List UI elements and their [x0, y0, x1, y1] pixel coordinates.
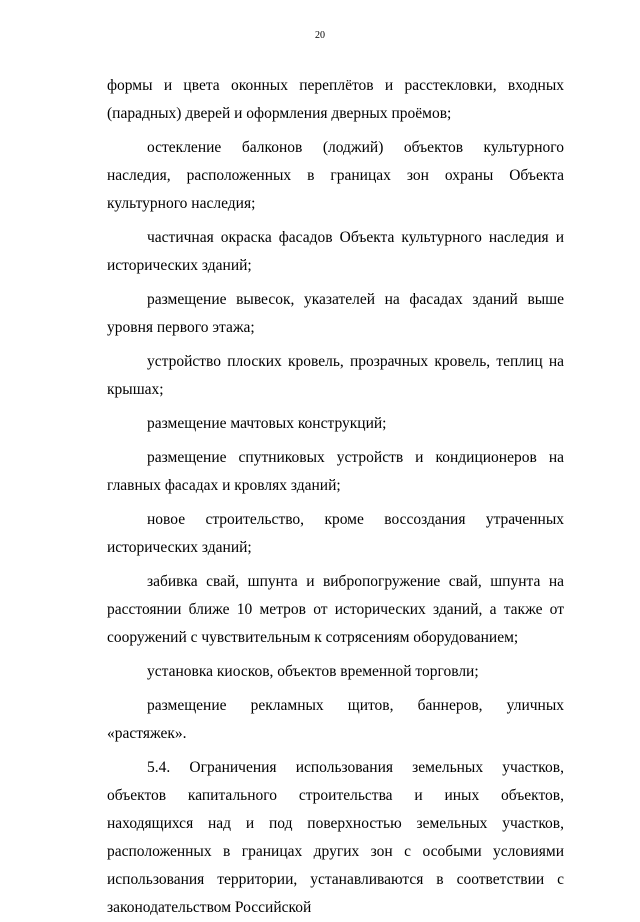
paragraph-advertising: размещение рекламных щитов, баннеров, уличных «растяжек».: [107, 697, 564, 742]
paragraph-kiosks: установка киосков, объектов временной торговли;: [147, 663, 479, 680]
page-number: 20: [315, 30, 325, 41]
paragraph-facade-painting: частичная окраска фасадов Объекта культурного наследия и исторических зданий;: [107, 229, 564, 274]
paragraph-balcony-glazing: остекление балконов (лоджий) объектов культурного наследия, расположенных в границах зон охраны Объекта культурного наследия;: [107, 139, 564, 212]
paragraph-window-frames: формы и цвета оконных переплётов и расстекловки, входных (парадных) дверей и оформления дверных проёмов;: [107, 77, 564, 122]
paragraph-mast-structures: размещение мачтовых конструкций;: [147, 415, 387, 432]
paragraph-signage: размещение вывесок, указателей на фасадах зданий выше уровня первого этажа;: [107, 291, 564, 336]
paragraph-section-5-4: 5.4. Ограничения использования земельных участков, объектов капитального строительства и иных объектов, находящихся над и под поверхностью земельных участков, расположенных в границах других зон с особыми условиями использования территории, устанавливаются в соответствии с законодательством Российской: [107, 759, 564, 916]
paragraph-roofing: устройство плоских кровель, прозрачных кровель, теплиц на крышах;: [107, 353, 564, 398]
paragraph-pile-driving: забивка свай, шпунта и вибропогружение свай, шпунта на расстоянии ближе 10 метров от исторических зданий, а также от сооружений с чувствительным к сотрясениям оборудованием;: [107, 573, 564, 646]
paragraph-satellite-devices: размещение спутниковых устройств и кондиционеров на главных фасадах и кровлях зданий;: [107, 449, 564, 494]
document-body: [107, 72, 564, 922]
paragraph-new-construction: новое строительство, кроме воссоздания утраченных исторических зданий;: [107, 511, 564, 556]
